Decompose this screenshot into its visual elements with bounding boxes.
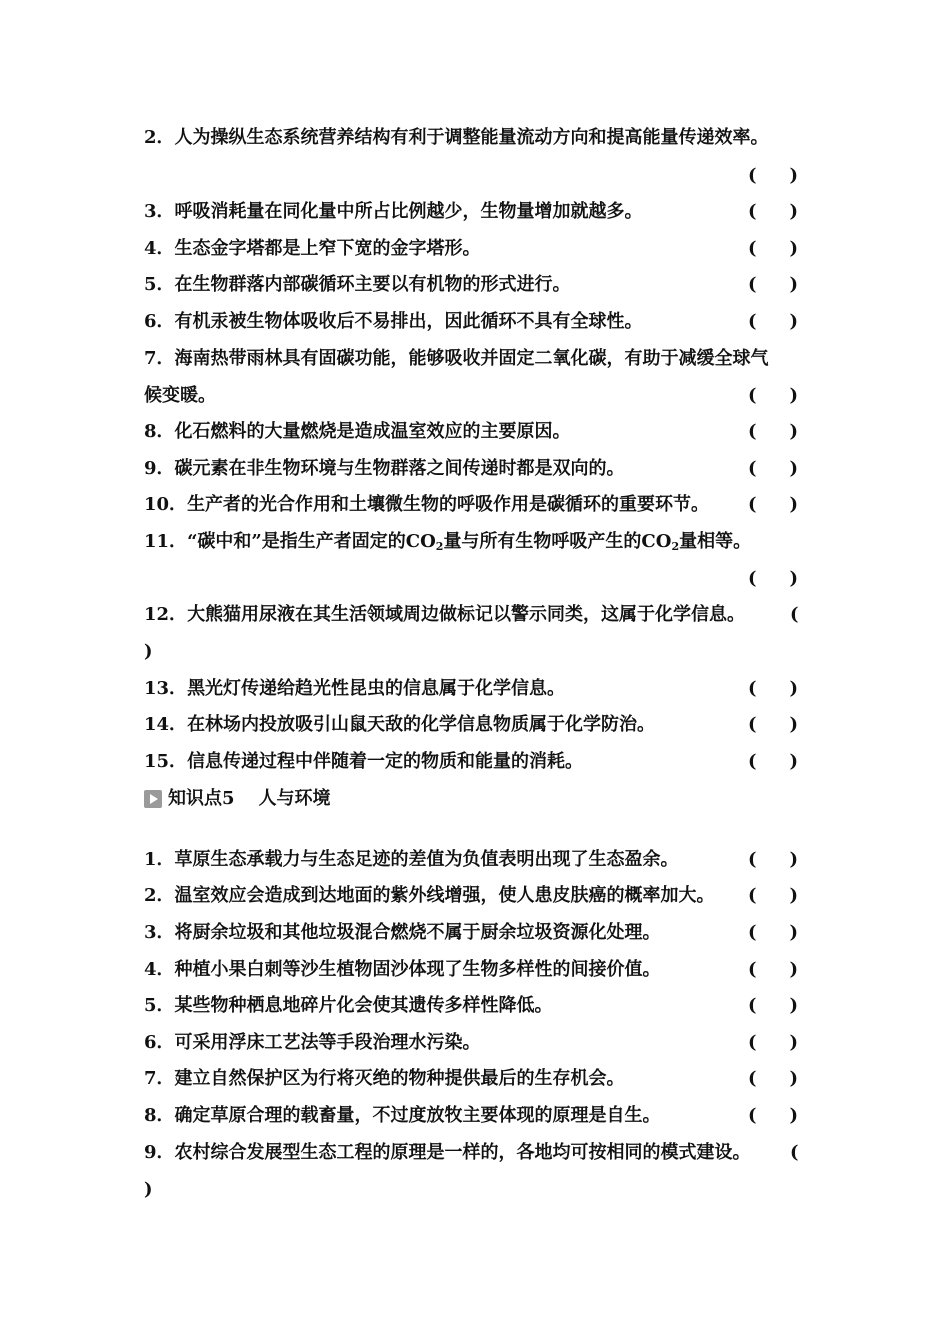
answer-bracket[interactable]: ( ) bbox=[748, 1105, 798, 1126]
answer-bracket[interactable]: ( ) bbox=[748, 995, 798, 1016]
question-1: 1．草原生态承载力与生态足迹的差值为负值表明出现了生态盈余。 bbox=[144, 849, 679, 870]
answer-bracket-open[interactable]: ( bbox=[790, 1142, 799, 1163]
question-15: 15．信息传递过程中伴随着一定的物质和能量的消耗。 bbox=[144, 751, 584, 772]
question-10: 10．生产者的光合作用和土壤微生物的呼吸作用是碳循环的重要环节。 bbox=[144, 494, 710, 515]
play-triangle-icon bbox=[144, 790, 162, 808]
question-8: 8．化石燃料的大量燃烧是造成温室效应的主要原因。 bbox=[144, 421, 571, 442]
answer-bracket[interactable]: ( ) bbox=[748, 458, 798, 479]
answer-bracket[interactable]: ( ) bbox=[748, 922, 798, 943]
answer-bracket-close[interactable]: ) bbox=[144, 641, 153, 662]
answer-bracket[interactable]: ( ) bbox=[748, 421, 798, 442]
question-4: 4．种植小果白刺等沙生植物固沙体现了生物多样性的间接价值。 bbox=[144, 959, 661, 980]
question-7: 7．海南热带雨林具有固碳功能，能够吸收并固定二氧化碳，有助于减缓全球气 bbox=[144, 348, 769, 369]
question-12: 12．大熊猫用尿液在其生活领域周边做标记以警示同类，这属于化学信息。 bbox=[144, 604, 746, 625]
question-9: 9．农村综合发展型生态工程的原理是一样的，各地均可按相同的模式建设。 bbox=[144, 1142, 751, 1163]
answer-bracket[interactable]: ( ) bbox=[748, 1032, 798, 1053]
answer-bracket[interactable]: ( ) bbox=[748, 274, 798, 295]
answer-bracket[interactable]: ( ) bbox=[748, 959, 798, 980]
answer-bracket[interactable]: ( ) bbox=[748, 678, 798, 699]
question-5: 5．在生物群落内部碳循环主要以有机物的形式进行。 bbox=[144, 274, 571, 295]
question-9: 9．碳元素在非生物环境与生物群落之间传递时都是双向的。 bbox=[144, 458, 625, 479]
question-13: 13．黑光灯传递给趋光性昆虫的信息属于化学信息。 bbox=[144, 678, 566, 699]
question-14: 14．在林场内投放吸引山鼠天敌的化学信息物质属于化学防治。 bbox=[144, 714, 656, 735]
answer-bracket[interactable]: ( ) bbox=[748, 885, 798, 906]
answer-bracket[interactable]: ( ) bbox=[748, 714, 798, 735]
question-2: 2．人为操纵生态系统营养结构有利于调整能量流动方向和提高能量传递效率。 bbox=[144, 127, 769, 148]
question-7: 7．建立自然保护区为行将灭绝的物种提供最后的生存机会。 bbox=[144, 1068, 625, 1089]
question-5: 5．某些物种栖息地碎片化会使其遗传多样性降低。 bbox=[144, 995, 553, 1016]
answer-bracket[interactable]: ( ) bbox=[748, 568, 798, 589]
answer-bracket[interactable]: ( ) bbox=[748, 165, 798, 186]
answer-bracket-close[interactable]: ) bbox=[144, 1179, 153, 1200]
question-3: 3．将厨余垃圾和其他垃圾混合燃烧不属于厨余垃圾资源化处理。 bbox=[144, 922, 661, 943]
question-6: 6．有机汞被生物体吸收后不易排出，因此循环不具有全球性。 bbox=[144, 311, 643, 332]
question-4: 4．生态金字塔都是上窄下宽的金字塔形。 bbox=[144, 238, 481, 259]
question-6: 6．可采用浮床工艺法等手段治理水污染。 bbox=[144, 1032, 481, 1053]
answer-bracket[interactable]: ( ) bbox=[748, 311, 798, 332]
question-2: 2．温室效应会造成到达地面的紫外线增强，使人患皮肤癌的概率加大。 bbox=[144, 885, 715, 906]
answer-bracket[interactable]: ( ) bbox=[748, 494, 798, 515]
answer-bracket-open[interactable]: ( bbox=[790, 604, 799, 625]
answer-bracket[interactable]: ( ) bbox=[748, 1068, 798, 1089]
section-heading bbox=[144, 786, 331, 812]
question-11: 11．“碳中和”是指生产者固定的$CO_2$量与所有生物呼吸产生的$CO_2$量相等。 bbox=[144, 531, 752, 553]
answer-bracket[interactable]: ( ) bbox=[748, 238, 798, 259]
answer-bracket[interactable]: ( ) bbox=[748, 849, 798, 870]
answer-bracket[interactable]: ( ) bbox=[748, 751, 798, 772]
section-title: 人与环境 bbox=[258, 788, 331, 809]
section-label: 知识点5 bbox=[168, 788, 235, 809]
question-7-cont: 候变暖。 bbox=[144, 385, 216, 406]
answer-bracket[interactable]: ( ) bbox=[748, 201, 798, 222]
question-3: 3．呼吸消耗量在同化量中所占比例越少，生物量增加就越多。 bbox=[144, 201, 643, 222]
question-8: 8．确定草原合理的载畜量，不过度放牧主要体现的原理是自生。 bbox=[144, 1105, 661, 1126]
answer-bracket[interactable]: ( ) bbox=[748, 385, 798, 406]
